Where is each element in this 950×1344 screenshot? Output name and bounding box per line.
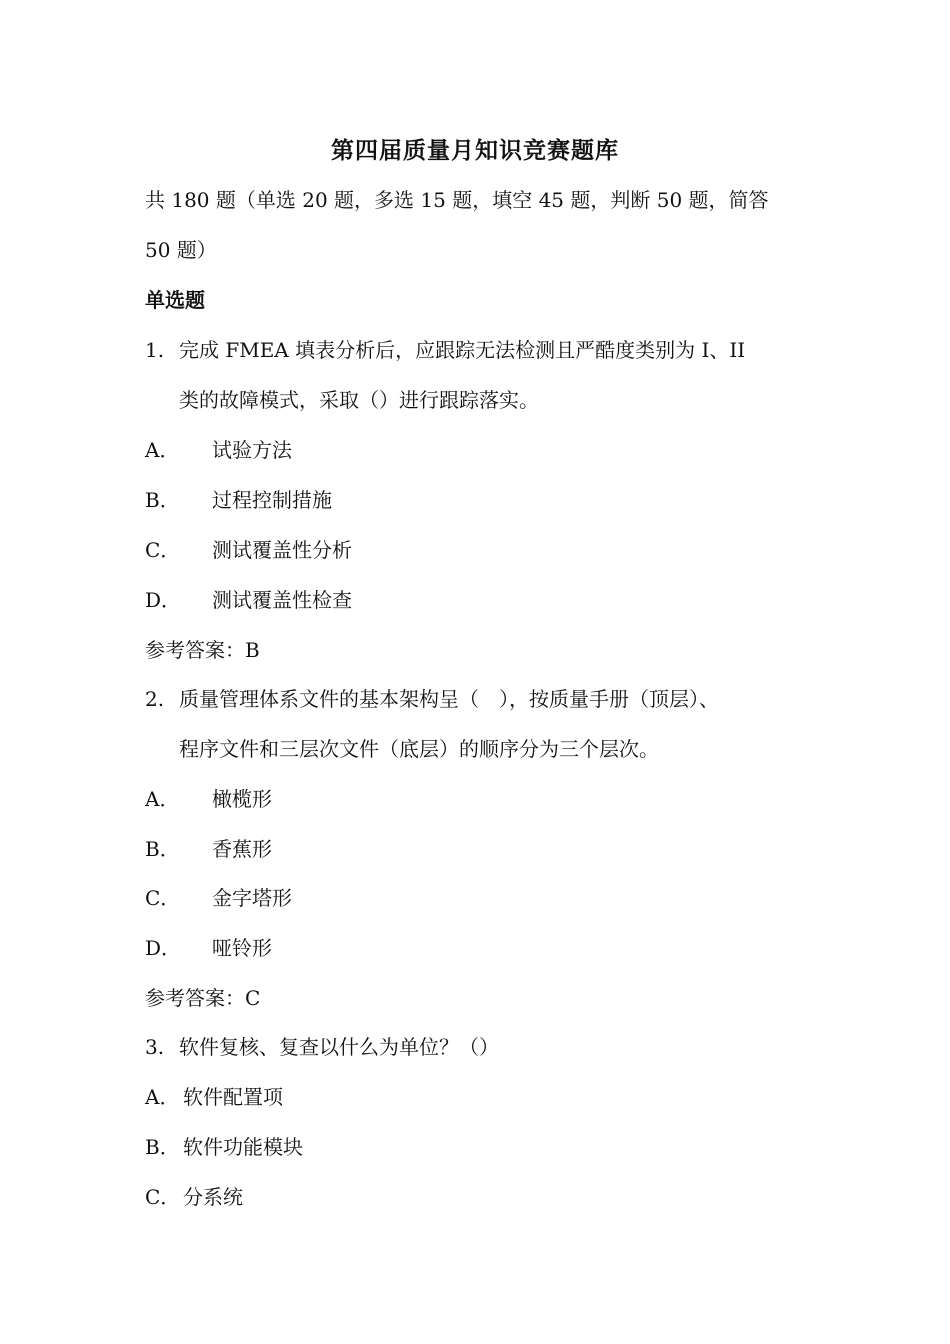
- option-a: [145, 785, 272, 813]
- summary-line-1: 共 180 题（单选 20 题，多选 15 题，填空 45 题，判断 50 题，简答: [145, 188, 769, 212]
- option-b: [145, 835, 272, 863]
- option-letter: D．: [145, 936, 182, 960]
- option-text: 软件配置项: [183, 1085, 283, 1109]
- option-d: [145, 586, 352, 614]
- option-c: [145, 884, 292, 912]
- option-letter: B．: [145, 488, 180, 512]
- question-text: 完成 FMEA 填表分析后，应跟踪无法检测且严酷度类别为 I、II: [179, 338, 746, 362]
- option-c: [145, 1183, 243, 1211]
- option-text: 测试覆盖性检查: [212, 588, 352, 612]
- option-letter: A．: [145, 438, 180, 462]
- option-d: [145, 934, 272, 962]
- option-text: 香蕉形: [212, 837, 272, 861]
- option-letter: C．: [145, 886, 181, 910]
- answer-1: 参考答案：B: [145, 638, 260, 662]
- option-letter: B．: [145, 837, 180, 861]
- option-c: [145, 536, 352, 564]
- option-a: [145, 1083, 283, 1111]
- option-letter: C．: [145, 1185, 181, 1209]
- question-2: [145, 685, 719, 713]
- option-text: 哑铃形: [212, 936, 272, 960]
- question-1: [145, 336, 745, 364]
- question-number: 3.: [145, 1035, 165, 1059]
- option-text: 软件功能模块: [183, 1135, 303, 1159]
- question-2-continued: 程序文件和三层次文件（底层）的顺序分为三个层次。: [179, 737, 659, 761]
- option-letter: D．: [145, 588, 182, 612]
- question-3: [145, 1033, 499, 1061]
- question-text: 质量管理体系文件的基本架构呈（ ），按质量手册（顶层）、: [179, 687, 719, 711]
- option-text: 金字塔形: [212, 886, 292, 910]
- question-1-continued: 类的故障模式，采取（）进行跟踪落实。: [179, 388, 539, 412]
- question-number: 1.: [145, 338, 165, 362]
- summary-line-2: 50 题）: [145, 238, 217, 262]
- option-text: 试验方法: [212, 438, 292, 462]
- option-b: [145, 486, 332, 514]
- page-title: 第四届质量月知识竞赛题库: [331, 137, 619, 164]
- answer-2: 参考答案：C: [145, 986, 261, 1010]
- option-letter: A．: [145, 787, 180, 811]
- option-letter: A．: [145, 1085, 180, 1109]
- option-text: 橄榄形: [212, 787, 272, 811]
- option-letter: B．: [145, 1135, 180, 1159]
- option-text: 过程控制措施: [212, 488, 332, 512]
- section-heading: 单选题: [145, 288, 205, 312]
- option-text: 测试覆盖性分析: [212, 538, 352, 562]
- question-number: 2.: [145, 687, 165, 711]
- option-a: [145, 436, 292, 464]
- option-text: 分系统: [183, 1185, 243, 1209]
- question-text: 软件复核、复查以什么为单位？（）: [179, 1035, 499, 1059]
- option-b: [145, 1133, 303, 1161]
- option-letter: C．: [145, 538, 181, 562]
